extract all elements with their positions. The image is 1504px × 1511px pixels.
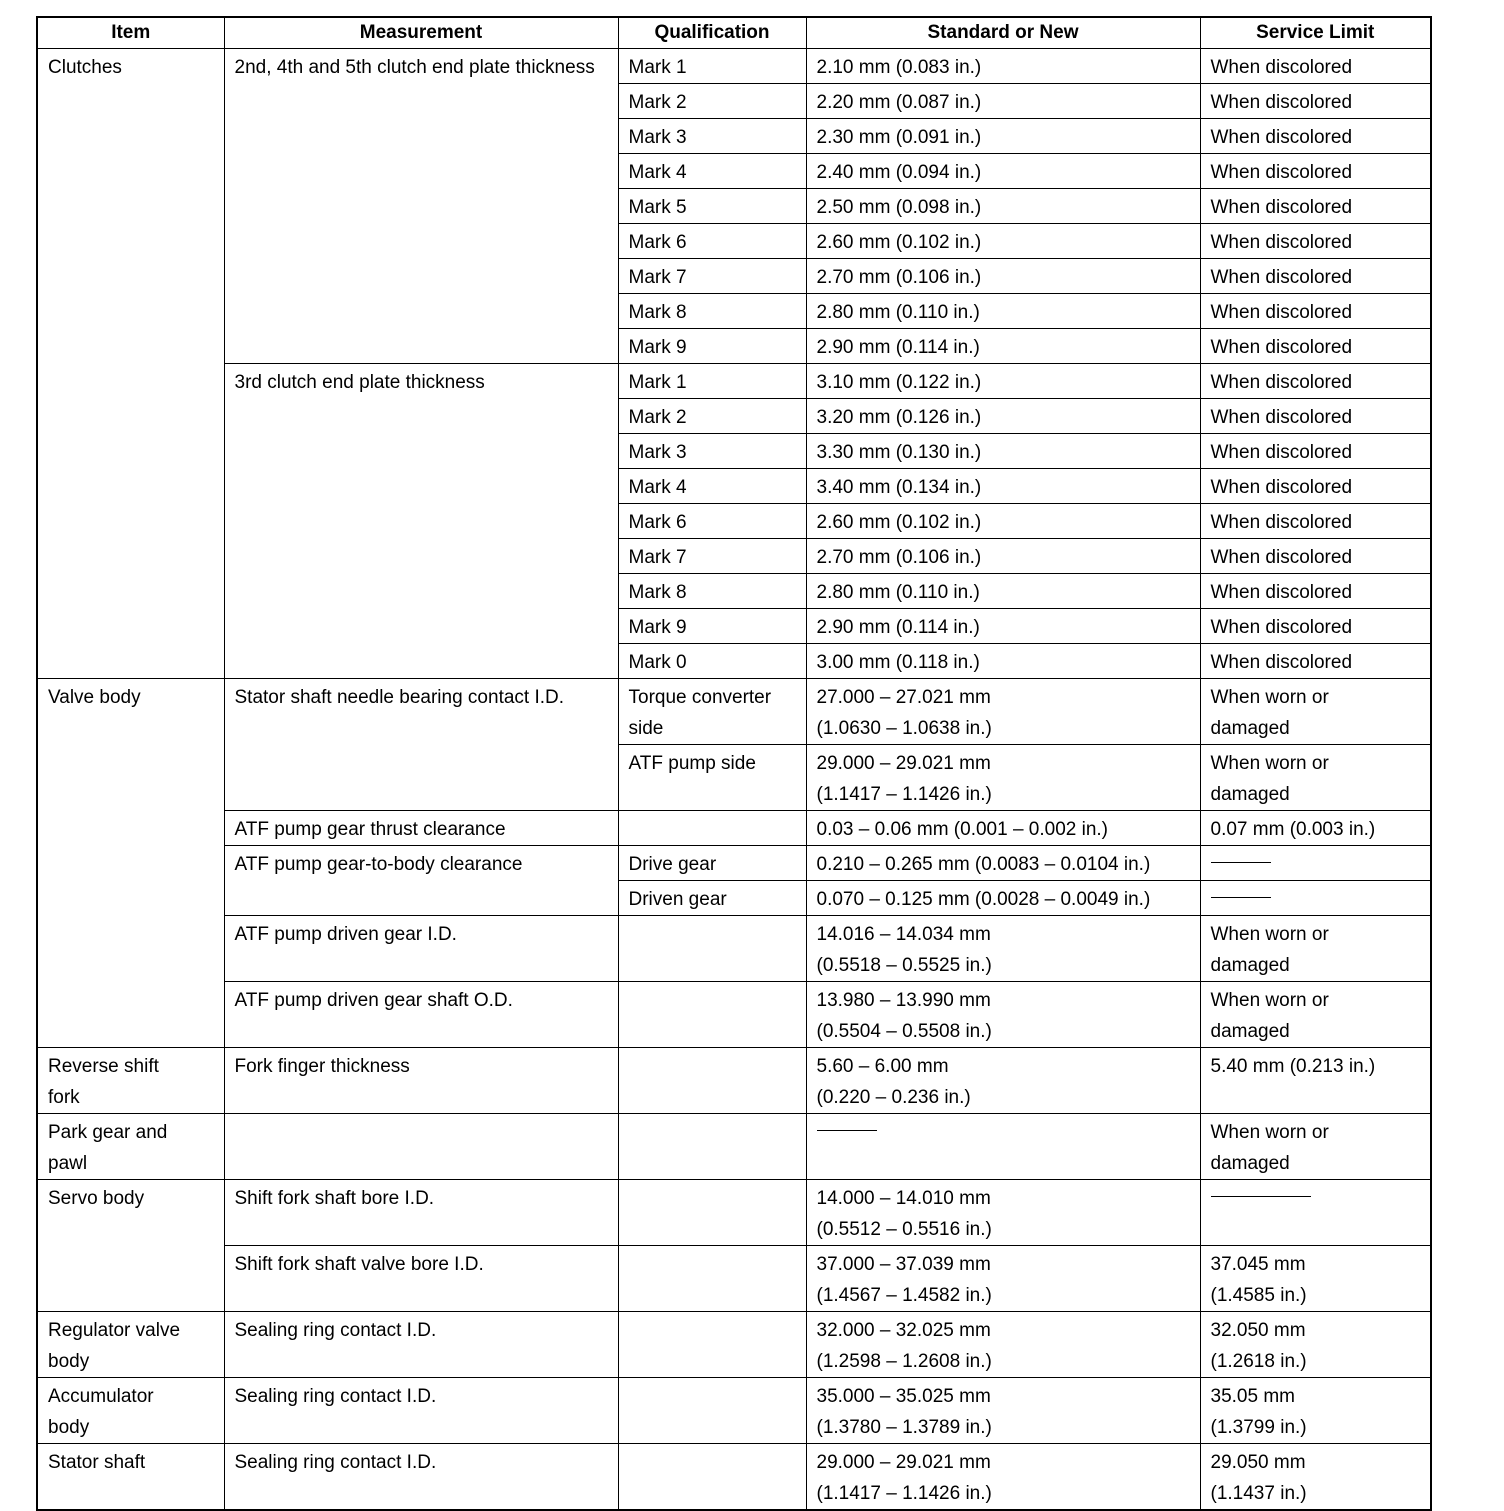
standard-line: 5.60 – 6.00 mm xyxy=(816,1056,949,1077)
standard-cell: 2.10 mm (0.083 in.) xyxy=(806,49,1200,84)
no-limit-dash xyxy=(1211,1196,1311,1197)
limit-line: When worn or xyxy=(1210,990,1329,1011)
qualification-cell xyxy=(618,1444,806,1511)
item-line: Accumulator xyxy=(48,1386,154,1407)
table-row xyxy=(37,1114,1431,1180)
standard-cell: 2.80 mm (0.110 in.) xyxy=(806,294,1200,329)
header-standard: Standard or New xyxy=(806,17,1200,49)
item-cell xyxy=(37,1378,224,1444)
limit-line: When worn or xyxy=(1210,753,1329,774)
qualification-cell: Mark 2 xyxy=(618,84,806,119)
measurement-cell: Sealing ring contact I.D. xyxy=(224,1378,618,1444)
standard-line: (1.0630 – 1.0638 in.) xyxy=(816,718,992,739)
limit-cell: When discolored xyxy=(1200,644,1431,679)
standard-cell: 2.40 mm (0.094 in.) xyxy=(806,154,1200,189)
limit-line: When worn or xyxy=(1210,924,1329,945)
standard-line: (0.5512 – 0.5516 in.) xyxy=(816,1219,992,1240)
qualification-cell: Mark 1 xyxy=(618,364,806,399)
limit-cell: When discolored xyxy=(1200,224,1431,259)
limit-cell: When discolored xyxy=(1200,154,1431,189)
table-row xyxy=(37,846,1431,881)
standard-cell: 2.70 mm (0.106 in.) xyxy=(806,259,1200,294)
limit-cell: When discolored xyxy=(1200,609,1431,644)
limit-line: When worn or xyxy=(1210,687,1329,708)
measurement-cell: Stator shaft needle bearing contact I.D. xyxy=(224,679,618,811)
standard-cell: 2.80 mm (0.110 in.) xyxy=(806,574,1200,609)
standard-cell: 0.070 – 0.125 mm (0.0028 – 0.0049 in.) xyxy=(806,881,1200,916)
qualification-cell: Drive gear xyxy=(618,846,806,881)
table-row xyxy=(37,1048,1431,1114)
standard-cell xyxy=(806,1378,1200,1444)
measurement-cell xyxy=(224,1114,618,1180)
qualification-cell xyxy=(618,1048,806,1114)
qualification-cell: Mark 4 xyxy=(618,469,806,504)
measurement-cell: Sealing ring contact I.D. xyxy=(224,1312,618,1378)
qualification-cell: Mark 3 xyxy=(618,119,806,154)
standard-line: (0.220 – 0.236 in.) xyxy=(816,1087,971,1108)
qualification-cell: Mark 0 xyxy=(618,644,806,679)
measurement-cell: ATF pump driven gear I.D. xyxy=(224,916,618,982)
limit-cell xyxy=(1200,916,1431,982)
qualification-cell: Mark 1 xyxy=(618,49,806,84)
limit-line: (1.4585 in.) xyxy=(1210,1285,1307,1306)
header-qualification: Qualification xyxy=(618,17,806,49)
measurement-cell: ATF pump gear-to-body clearance xyxy=(224,846,618,916)
standard-line: 37.000 – 37.039 mm xyxy=(816,1254,991,1275)
table-row xyxy=(37,679,1431,745)
standard-cell: 2.30 mm (0.091 in.) xyxy=(806,119,1200,154)
standard-line: 29.000 – 29.021 mm xyxy=(816,1452,991,1473)
table-row xyxy=(37,1180,1431,1246)
standard-line: 14.000 – 14.010 mm xyxy=(816,1188,991,1209)
limit-cell: When discolored xyxy=(1200,84,1431,119)
qualification-cell xyxy=(618,916,806,982)
limit-line: 32.050 mm xyxy=(1210,1320,1306,1341)
qualification-line: Torque converter xyxy=(628,687,772,708)
standard-line: 35.000 – 35.025 mm xyxy=(816,1386,991,1407)
limit-cell: When discolored xyxy=(1200,504,1431,539)
limit-cell xyxy=(1200,1378,1431,1444)
qualification-cell: Mark 7 xyxy=(618,259,806,294)
qualification-cell: Mark 7 xyxy=(618,539,806,574)
limit-cell: When discolored xyxy=(1200,49,1431,84)
item-line: body xyxy=(48,1417,90,1438)
standard-line: 13.980 – 13.990 mm xyxy=(816,990,991,1011)
standard-cell xyxy=(806,745,1200,811)
standard-line: 14.016 – 14.034 mm xyxy=(816,924,991,945)
limit-cell xyxy=(1200,1180,1431,1246)
limit-line: damaged xyxy=(1210,784,1290,805)
item-cell: Valve body xyxy=(37,679,224,1048)
table-row xyxy=(37,1312,1431,1378)
item-line: Park gear and xyxy=(48,1122,168,1143)
standard-cell xyxy=(806,1048,1200,1114)
standard-line: (1.4567 – 1.4582 in.) xyxy=(816,1285,992,1306)
limit-cell: When discolored xyxy=(1200,119,1431,154)
measurement-cell: ATF pump gear thrust clearance xyxy=(224,811,618,846)
qualification-cell: Mark 6 xyxy=(618,504,806,539)
limit-cell: When discolored xyxy=(1200,399,1431,434)
limit-cell: 5.40 mm (0.213 in.) xyxy=(1200,1048,1431,1114)
limit-cell xyxy=(1200,1246,1431,1312)
limit-cell xyxy=(1200,1444,1431,1511)
standard-cell: 3.20 mm (0.126 in.) xyxy=(806,399,1200,434)
qualification-cell xyxy=(618,811,806,846)
spec-sheet xyxy=(36,16,1430,1511)
header-measurement: Measurement xyxy=(224,17,618,49)
standard-cell xyxy=(806,1180,1200,1246)
standard-cell: 2.50 mm (0.098 in.) xyxy=(806,189,1200,224)
qualification-cell xyxy=(618,679,806,745)
item-cell xyxy=(37,1312,224,1378)
item-cell: Clutches xyxy=(37,49,224,679)
qualification-cell: Mark 9 xyxy=(618,329,806,364)
standard-cell: 2.90 mm (0.114 in.) xyxy=(806,609,1200,644)
qualification-cell xyxy=(618,982,806,1048)
limit-cell xyxy=(1200,846,1431,881)
qualification-cell: Mark 2 xyxy=(618,399,806,434)
qualification-cell xyxy=(618,1312,806,1378)
standard-cell: 3.10 mm (0.122 in.) xyxy=(806,364,1200,399)
measurement-cell: 3rd clutch end plate thickness xyxy=(224,364,618,679)
standard-cell: 2.60 mm (0.102 in.) xyxy=(806,504,1200,539)
no-standard-dash xyxy=(817,1130,877,1131)
table-row xyxy=(37,982,1431,1048)
standard-line: (1.2598 – 1.2608 in.) xyxy=(816,1351,992,1372)
item-line: body xyxy=(48,1351,90,1372)
measurement-cell: Shift fork shaft valve bore I.D. xyxy=(224,1246,618,1312)
limit-line: (1.3799 in.) xyxy=(1210,1417,1307,1438)
limit-line: When worn or xyxy=(1210,1122,1329,1143)
no-limit-dash xyxy=(1211,897,1271,898)
limit-line: 37.045 mm xyxy=(1210,1254,1306,1275)
table-row xyxy=(37,364,1431,399)
limit-cell xyxy=(1200,679,1431,745)
measurement-cell: Shift fork shaft bore I.D. xyxy=(224,1180,618,1246)
standard-cell: 3.30 mm (0.130 in.) xyxy=(806,434,1200,469)
limit-cell: When discolored xyxy=(1200,434,1431,469)
standard-cell xyxy=(806,982,1200,1048)
standard-cell: 3.00 mm (0.118 in.) xyxy=(806,644,1200,679)
table-row xyxy=(37,1246,1431,1312)
limit-cell xyxy=(1200,1114,1431,1180)
limit-cell: When discolored xyxy=(1200,364,1431,399)
service-spec-table xyxy=(36,16,1432,1511)
standard-line: (1.1417 – 1.1426 in.) xyxy=(816,784,992,805)
qualification-cell: Mark 4 xyxy=(618,154,806,189)
limit-cell xyxy=(1200,1312,1431,1378)
qualification-cell: Driven gear xyxy=(618,881,806,916)
standard-cell: 3.40 mm (0.134 in.) xyxy=(806,469,1200,504)
qualification-cell: Mark 9 xyxy=(618,609,806,644)
limit-cell xyxy=(1200,745,1431,811)
table-row xyxy=(37,1378,1431,1444)
qualification-cell: Mark 3 xyxy=(618,434,806,469)
limit-cell: When discolored xyxy=(1200,294,1431,329)
standard-line: (1.3780 – 1.3789 in.) xyxy=(816,1417,992,1438)
limit-line: damaged xyxy=(1210,1153,1290,1174)
item-cell xyxy=(37,1048,224,1114)
standard-cell: 2.70 mm (0.106 in.) xyxy=(806,539,1200,574)
limit-cell xyxy=(1200,881,1431,916)
standard-cell: 2.90 mm (0.114 in.) xyxy=(806,329,1200,364)
table-row xyxy=(37,1444,1431,1511)
qualification-cell: Mark 8 xyxy=(618,574,806,609)
qualification-cell xyxy=(618,1114,806,1180)
standard-line: 27.000 – 27.021 mm xyxy=(816,687,991,708)
limit-cell: When discolored xyxy=(1200,574,1431,609)
limit-cell: When discolored xyxy=(1200,329,1431,364)
table-row xyxy=(37,811,1431,846)
limit-line: damaged xyxy=(1210,1021,1290,1042)
limit-line: damaged xyxy=(1210,955,1290,976)
qualification-cell: ATF pump side xyxy=(618,745,806,811)
qualification-cell xyxy=(618,1378,806,1444)
standard-cell: 2.20 mm (0.087 in.) xyxy=(806,84,1200,119)
measurement-cell: Fork finger thickness xyxy=(224,1048,618,1114)
qualification-cell: Mark 6 xyxy=(618,224,806,259)
qualification-cell: Mark 5 xyxy=(618,189,806,224)
limit-cell: When discolored xyxy=(1200,259,1431,294)
item-cell: Servo body xyxy=(37,1180,224,1312)
standard-cell xyxy=(806,916,1200,982)
standard-cell: 2.60 mm (0.102 in.) xyxy=(806,224,1200,259)
standard-line: (1.1417 – 1.1426 in.) xyxy=(816,1483,992,1504)
standard-line: 29.000 – 29.021 mm xyxy=(816,753,991,774)
standard-line: 32.000 – 32.025 mm xyxy=(816,1320,991,1341)
item-cell xyxy=(37,1114,224,1180)
qualification-cell xyxy=(618,1246,806,1312)
table-header-row xyxy=(37,17,1431,49)
standard-line: (0.5518 – 0.5525 in.) xyxy=(816,955,992,976)
item-line: fork xyxy=(48,1087,80,1108)
standard-cell: 0.03 – 0.06 mm (0.001 – 0.002 in.) xyxy=(806,811,1200,846)
measurement-cell: Sealing ring contact I.D. xyxy=(224,1444,618,1511)
standard-cell xyxy=(806,1114,1200,1180)
item-line: Reverse shift xyxy=(48,1056,159,1077)
standard-cell xyxy=(806,1444,1200,1511)
standard-cell xyxy=(806,1246,1200,1312)
qualification-cell: Mark 8 xyxy=(618,294,806,329)
standard-cell xyxy=(806,1312,1200,1378)
limit-line: 29.050 mm xyxy=(1210,1452,1306,1473)
item-cell: Stator shaft xyxy=(37,1444,224,1511)
limit-line: (1.2618 in.) xyxy=(1210,1351,1307,1372)
limit-cell: When discolored xyxy=(1200,469,1431,504)
limit-cell: When discolored xyxy=(1200,189,1431,224)
measurement-cell: 2nd, 4th and 5th clutch end plate thickness xyxy=(224,49,618,364)
limit-cell: When discolored xyxy=(1200,539,1431,574)
no-limit-dash xyxy=(1211,862,1271,863)
measurement-cell: ATF pump driven gear shaft O.D. xyxy=(224,982,618,1048)
item-line: pawl xyxy=(48,1153,88,1174)
standard-line: (0.5504 – 0.5508 in.) xyxy=(816,1021,992,1042)
qualification-line: side xyxy=(628,718,664,739)
standard-cell xyxy=(806,679,1200,745)
limit-cell: 0.07 mm (0.003 in.) xyxy=(1200,811,1431,846)
header-item: Item xyxy=(37,17,224,49)
limit-line: 35.05 mm xyxy=(1210,1386,1295,1407)
limit-line: (1.1437 in.) xyxy=(1210,1483,1307,1504)
qualification-cell xyxy=(618,1180,806,1246)
item-line: Regulator valve xyxy=(48,1320,181,1341)
standard-cell: 0.210 – 0.265 mm (0.0083 – 0.0104 in.) xyxy=(806,846,1200,881)
limit-line: damaged xyxy=(1210,718,1290,739)
header-service-limit: Service Limit xyxy=(1200,17,1431,49)
table-row xyxy=(37,49,1431,84)
limit-cell xyxy=(1200,982,1431,1048)
table-row xyxy=(37,916,1431,982)
